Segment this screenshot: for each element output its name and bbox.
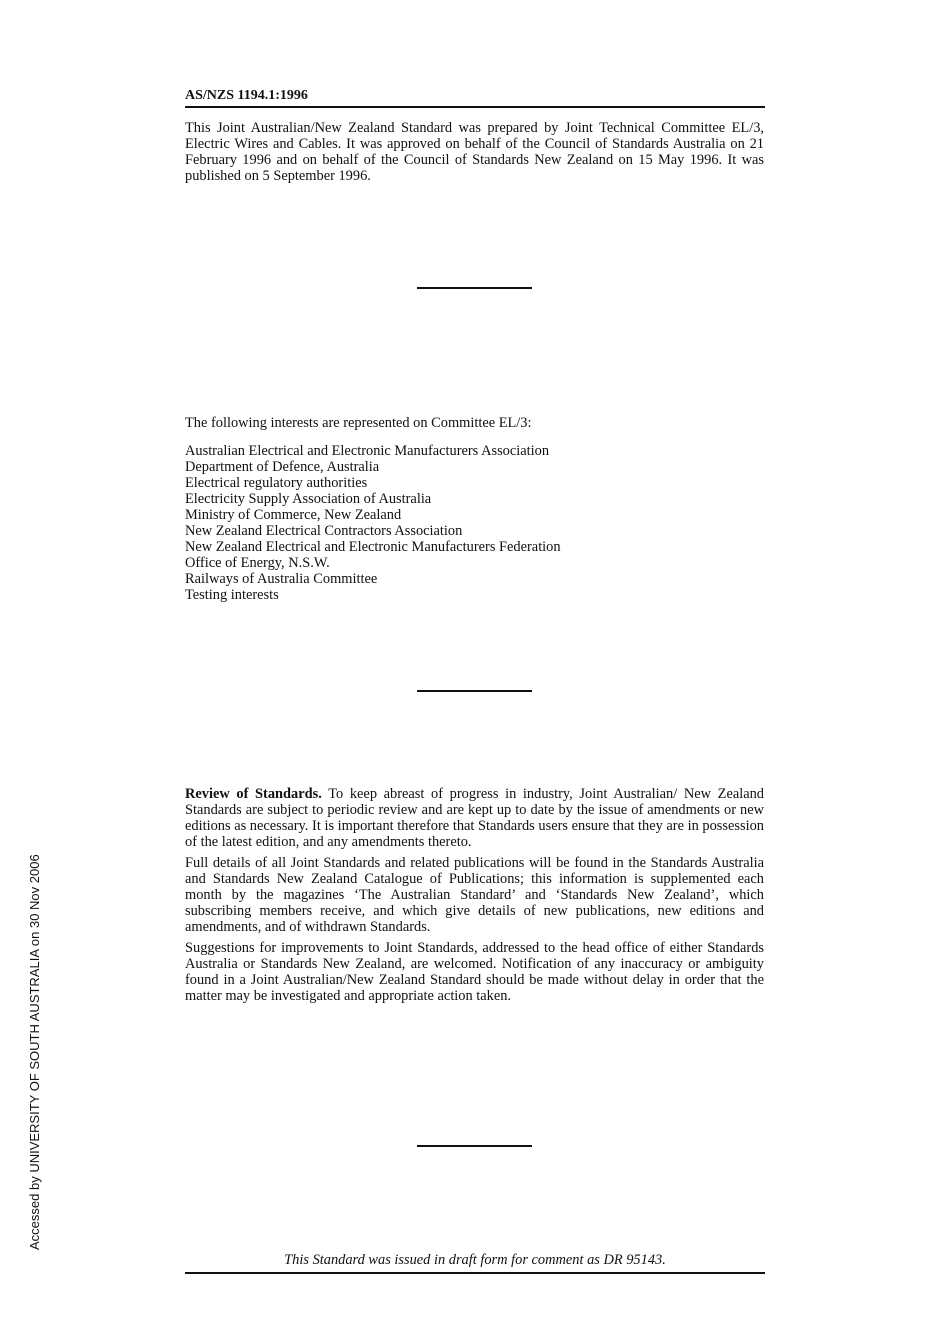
interest-item: Department of Defence, Australia	[185, 459, 380, 475]
review-heading: Review of Standards.	[185, 786, 322, 802]
review-of-standards-section	[185, 786, 764, 1009]
preparation-paragraph: This Joint Australian/New Zealand Standard was prepared by Joint Technical Committee EL/3, Electric Wires and Cables. It was approved on behalf of the Council of Standards Australia on 21 February 1996 and on behalf of the Council of Standards New Zealand on 15 May 1996. It was published on 5 September 1996.	[185, 120, 764, 184]
interest-item: Australian Electrical and Electronic Manufacturers Association	[185, 443, 550, 459]
draft-note: This Standard was issued in draft form for comment as DR 95143.	[185, 1251, 765, 1274]
section-divider-2	[417, 690, 532, 692]
interest-item: Electricity Supply Association of Australia	[185, 491, 432, 507]
interest-item: Railways of Australia Committee	[185, 571, 378, 587]
interest-item: Office of Energy, N.S.W.	[185, 555, 330, 571]
interest-item: New Zealand Electrical Contractors Association	[185, 523, 463, 539]
committee-intro: The following interests are represented on Committee EL/3:	[185, 415, 532, 431]
interest-item: Electrical regulatory authorities	[185, 475, 368, 491]
interest-item: New Zealand Electrical and Electronic Manufacturers Federation	[185, 539, 561, 555]
review-paragraph-2: Full details of all Joint Standards and related publications will be found in the Standards Australia and Standards New Zealand Catalogue of Publications; this information is supplemented each month by the magazines ‘The Australian Standard’ and ‘Standards New Zealand’, which subscribing members receive, and which give details of new publications, new editions and amendments, and of withdrawn Standards.	[185, 855, 764, 935]
interest-item: Ministry of Commerce, New Zealand	[185, 507, 402, 523]
access-watermark: Accessed by UNIVERSITY OF SOUTH AUSTRALIA on 30 Nov 2006	[27, 854, 42, 1250]
review-text-1: To keep abreast of progress in industry, Joint Australian/ New Zealand Standards are subject to periodic review and are kept up to date by the issue of amendments or new editions as necessary. It is important therefore that Standards users ensure that they are in possession of the latest edition, and any amendments thereto.	[185, 786, 765, 850]
section-divider-3	[417, 1145, 532, 1147]
review-paragraph-3: Suggestions for improvements to Joint Standards, addressed to the head office of either Standards Australia or Standards New Zealand, are welcomed. Notification of any inaccuracy or ambiguity found in a Joint Australian/New Zealand Standard should be made without delay in order that the matter may be investigated and appropriate action taken.	[185, 940, 764, 1004]
committee-interests-list	[185, 443, 561, 603]
section-divider-1	[417, 287, 532, 289]
review-paragraph-1	[185, 786, 764, 850]
standard-number-header: AS/NZS 1194.1:1996	[185, 88, 765, 108]
interest-item: Testing interests	[185, 587, 279, 603]
